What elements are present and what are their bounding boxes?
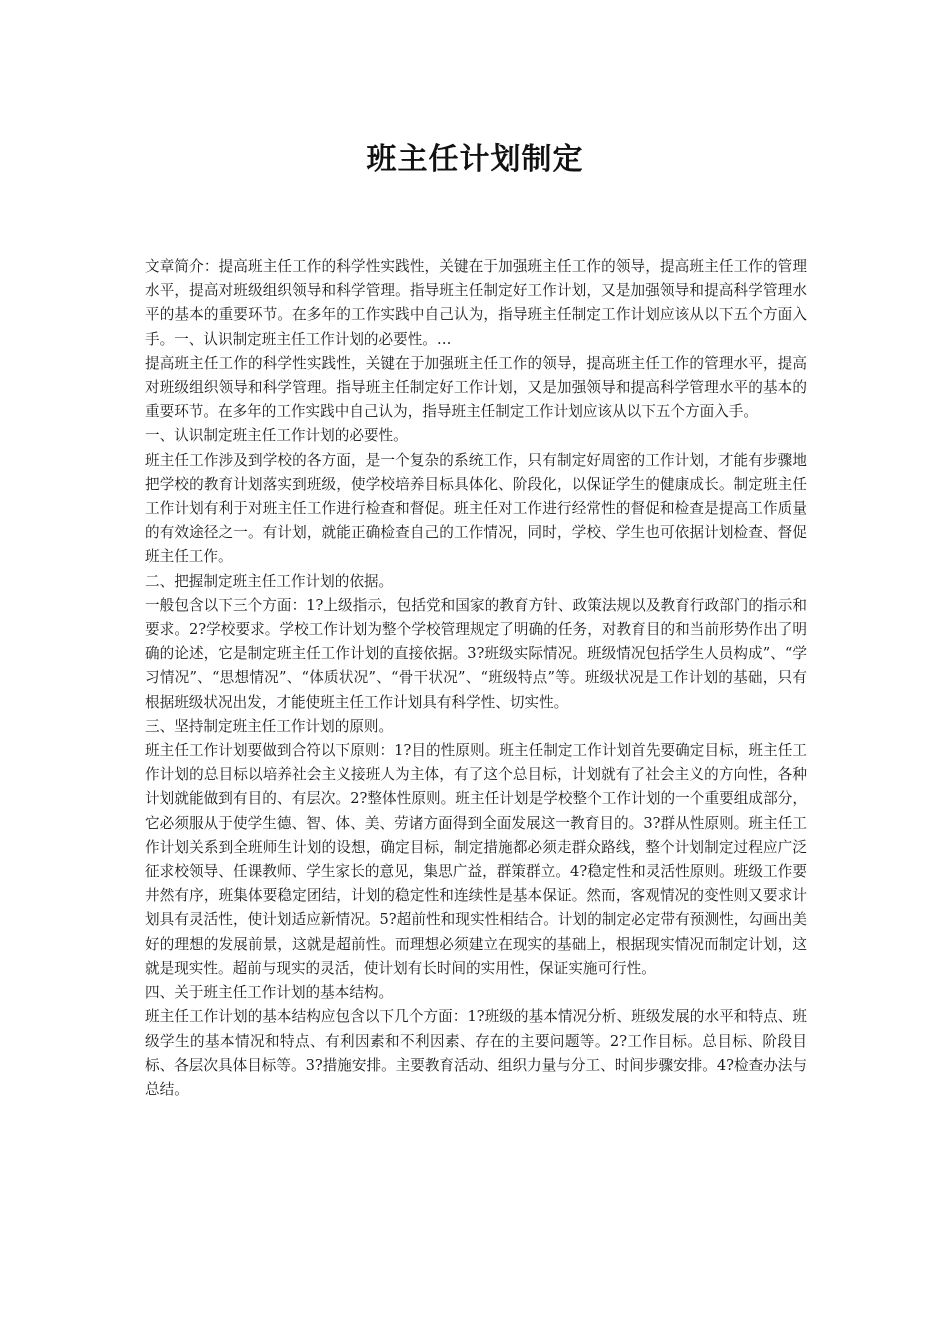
section-heading-4: 四、关于班主任工作计划的基本结构。: [145, 984, 394, 1002]
paragraph-section-2: 一般包含以下三个方面：1?上级指示，包括党和国家的教育方针、政策法规以及教育行政部门的指示和要求。2?学校要求。学校工作计划为整个学校管理规定了明确的任务，对教育目的和当前形势作出了明确的论述，它是制定班主任工作计划的直接依据。3?班级实际情况。班级情况包括学生人员构成”、“学习情况”、“思想情况”、“体质状况”、“骨干状况”、“班级特点”等。班级状况是工作计划的基础，只有根据班级状况出发，才能使班主任工作计划具有科学性、切实性。: [145, 596, 807, 711]
document-body: [145, 255, 807, 1102]
document-title: 班主任计划制定: [366, 142, 584, 177]
paragraph-abstract: 文章简介：提高班主任工作的科学性实践性，关键在于加强班主任工作的领导，提高班主任工作的管理水平，提高对班级组织领导和科学管理。指导班主任制定好工作计划，又是加强领导和提高科学管理水平的基本的重要环节。在多年的工作实践中自己认为，指导班主任制定工作计划应该从以下五个方面入手。一、认识制定班主任工作计划的必要性。…: [145, 258, 807, 348]
paragraph-section-1: 班主任工作涉及到学校的各方面，是一个复杂的系统工作，只有制定好周密的工作计划，才能有步骤地把学校的教育计划落实到班级，使学校培养目标具体化、阶段化，以保证学生的健康成长。制定班主任工作计划有利于对班主任工作进行检查和督促。班主任对工作进行经常性的督促和检查是提高工作质量的有效途径之一。有计划，就能正确检查自己的工作情况，同时，学校、学生也可依据计划检查、督促班主任工作。: [145, 451, 807, 566]
section-heading-2: 二、把握制定班主任工作计划的依据。: [145, 572, 394, 590]
paragraph-section-4: 班主任工作计划的基本结构应包含以下几个方面：1?班级的基本情况分析、班级发展的水平和特点、班级学生的基本情况和特点、有利因素和不利因素、存在的主要问题等。2?工作目标。总目标、阶段目标、各层次具体目标等。3?措施安排。主要教育活动、组织力量与分工、时间步骤安排。4?检查办法与总结。: [145, 1008, 807, 1098]
section-heading-3: 三、坚持制定班主任工作计划的原则。: [145, 717, 394, 735]
paragraph-section-3: 班主任工作计划要做到合符以下原则：1?目的性原则。班主任制定工作计划首先要确定目标，班主任工作计划的总目标以培养社会主义接班人为主体，有了这个总目标，计划就有了社会主义的方向性，各种计划就能做到有目的、有层次。2?整体性原则。班主任计划是学校整个工作计划的一个重要组成部分，它必须服从于使学生德、智、体、美、劳诸方面得到全面发展这一教育目的。3?群从性原则。班主任工作计划关系到全班师生计划的设想，确定目标，制定措施都必须走群众路线，整个计划制定过程应广泛征求校领导、任课教师、学生家长的意见，集思广益，群策群立。4?稳定性和灵活性原则。班级工作要井然有序，班集体要稳定团结，计划的稳定性和连续性是基本保证。然而，客观情况的变性则又要求计划具有灵活性，使计划适应新情况。5?超前性和现实性相结合。计划的制定必定带有预测性，勾画出美好的理想的发展前景，这就是超前性。而理想必须建立在现实的基础上，根据现实情况而制定计划，这就是现实性。超前与现实的灵活，使计划有长时间的实用性，保证实施可行性。: [145, 742, 807, 977]
paragraph-intro: 提高班主任工作的科学性实践性，关键在于加强班主任工作的领导，提高班主任工作的管理水平，提高对班级组织领导和科学管理。指导班主任制定好工作计划，又是加强领导和提高科学管理水平的基本的重要环节。在多年的工作实践中自己认为，指导班主任制定工作计划应该从以下五个方面入手。: [145, 354, 807, 421]
section-heading-1: 一、认识制定班主任工作计划的必要性。: [145, 427, 408, 445]
